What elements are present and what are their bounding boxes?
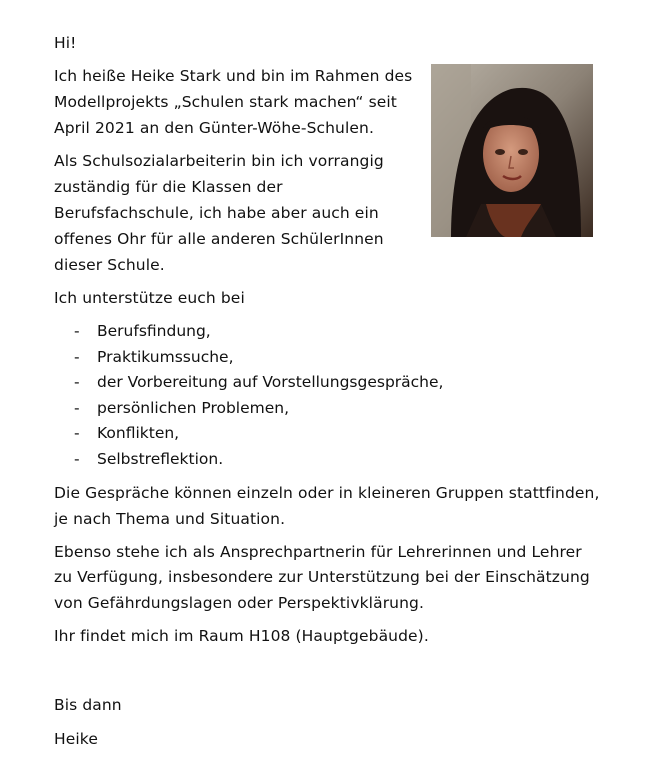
- role-line: zuständig für die Klassen der: [54, 178, 283, 196]
- conversations-line: je nach Thema und Situation.: [54, 510, 286, 528]
- support-intro: Ich unterstütze euch bei: [54, 289, 245, 307]
- bullet-dash: -: [74, 348, 80, 366]
- portrait-illustration: [431, 64, 593, 237]
- list-item-text: der Vorbereitung auf Vorstellungsgespräche,: [97, 373, 444, 391]
- list-item-text: Berufsfindung,: [97, 322, 211, 340]
- bullet-dash: -: [74, 322, 80, 340]
- teachers-line: von Gefährdungslagen oder Perspektivklärung.: [54, 594, 424, 612]
- list-item-text: persönlichen Problemen,: [97, 399, 290, 417]
- role-line: offenes Ohr für alle anderen SchülerInnen: [54, 230, 384, 248]
- greeting: Hi!: [54, 34, 77, 52]
- role-line: Als Schulsozialarbeiterin bin ich vorrangig: [54, 152, 384, 170]
- location-line: Ihr findet mich im Raum H108 (Hauptgebäude).: [54, 627, 429, 645]
- portrait-photo: [431, 64, 593, 237]
- closing-line: Bis dann: [54, 696, 122, 714]
- intro-line: April 2021 an den Günter-Wöhe-Schulen.: [54, 119, 374, 137]
- bullet-dash: -: [74, 424, 80, 442]
- role-line: dieser Schule.: [54, 256, 165, 274]
- teachers-line: Ebenso stehe ich als Ansprechpartnerin für Lehrerinnen und Lehrer: [54, 543, 582, 561]
- list-item-text: Konflikten,: [97, 424, 180, 442]
- signature: Heike: [54, 730, 98, 748]
- teachers-line: zu Verfügung, insbesondere zur Unterstützung bei der Einschätzung: [54, 568, 590, 586]
- conversations-line: Die Gespräche können einzeln oder in kleineren Gruppen stattfinden,: [54, 484, 600, 502]
- list-item-text: Selbstreflektion.: [97, 450, 224, 468]
- bullet-dash: -: [74, 450, 80, 468]
- list-item-text: Praktikumssuche,: [97, 348, 234, 366]
- intro-line: Ich heiße Heike Stark und bin im Rahmen des: [54, 67, 413, 85]
- intro-line: Modellprojekts „Schulen stark machen“ seit: [54, 93, 397, 111]
- bullet-dash: -: [74, 399, 80, 417]
- bullet-dash: -: [74, 373, 80, 391]
- role-line: Berufsfachschule, ich habe aber auch ein: [54, 204, 379, 222]
